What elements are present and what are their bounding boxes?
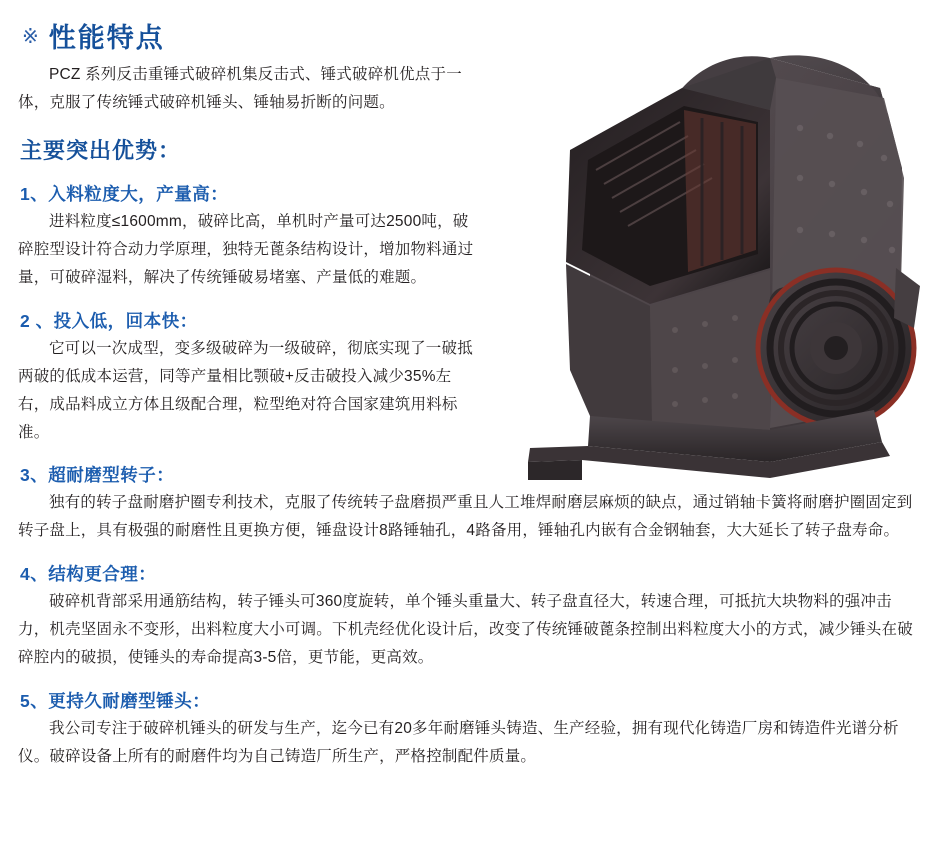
advantage-title-4: 4、结构更合理： <box>20 564 157 585</box>
asterisk-icon: ※ <box>22 25 39 48</box>
advantage-body-5: 我公司专注于破碎机锤头的研发与生产，迄今已有20多年耐磨锤头铸造、生产经验，拥有现代化铸造厂房和铸造件光谱分析仪。破碎设备上所有的耐磨件均为自己铸造厂所生产，严格控制配件质量。 <box>18 719 899 765</box>
advantage-body-4: 破碎机背部采用通筋结构，转子锤头可360度旋转，单个锤头重量大、转子盘直径大，转速合理，可抵抗大块物料的强冲击力，机壳坚固永不变形，出料粒度大小可调。下机壳经优化设计后，改变了传统锤破蓖条控制出料粒度大小的方式，减少锤头在破碎腔内的破损，使锤头的寿命提高3-5倍，更节能，更高效。 <box>18 593 913 666</box>
advantages-section-title: 主要突出优势： <box>20 138 182 164</box>
intro-paragraph: PCZ 系列反击重锤式破碎机集反击式、锤式破碎机优点于一体，克服了传统锤式破碎机锤头、锤轴易折断的问题。 <box>18 66 462 111</box>
advantage-body-2: 它可以一次成型，变多级破碎为一级破碎，彻底实现了一破抵两破的低成本运营，同等产量相比颚破+反击破投入减少35%左右，成品料成立方体且级配合理，粒型绝对符合国家建筑用料标准。 <box>18 339 473 441</box>
advantage-body-1: 进料粒度≤1600mm，破碎比高，单机时产量可达2500吨，破碎腔型设计符合动力学原理，独特无蓖条结构设计，增加物料通过量，可破碎湿料，解决了传统锤破易堵塞、产量低的难题。 <box>18 213 474 286</box>
crusher-machine-image <box>470 18 940 488</box>
advantage-title-5: 5、更持久耐磨型锤头： <box>20 690 211 711</box>
advantage-title-2: 2 、投入低，回本快： <box>20 310 198 331</box>
advantage-title-3: 3、超耐磨型转子： <box>20 465 175 486</box>
page-title: 性能特点 <box>48 23 165 53</box>
advantage-body-3: 独有的转子盘耐磨护圈专利技术，克服了传统转子盘磨损严重且人工堆焊耐磨层麻烦的缺点，通过销轴卡簧将耐磨护圈固定到转子盘上，具有极强的耐磨性且更换方便，锤盘设计8路锤轴孔，4路备用，锤轴孔内嵌有合金钢轴套，大大延长了转子盘寿命。 <box>18 494 913 540</box>
advantage-title-1: 1、入料粒度大，产量高： <box>20 184 229 205</box>
product-illustration <box>470 18 940 488</box>
